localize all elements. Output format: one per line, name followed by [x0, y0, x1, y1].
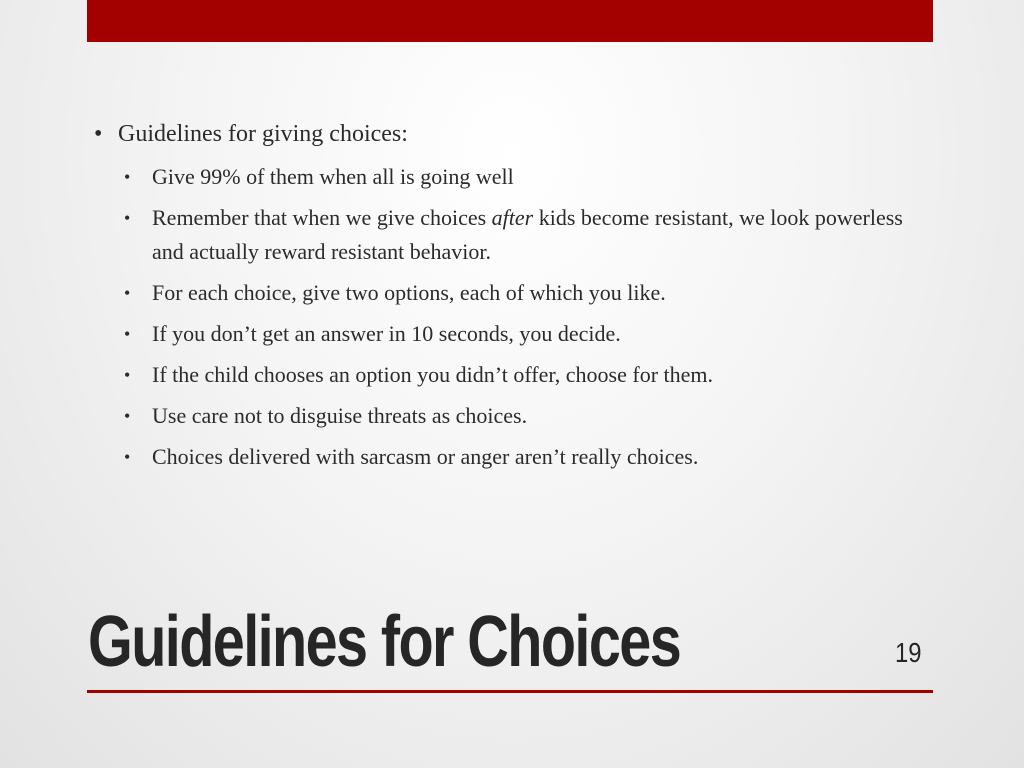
slide-content [94, 118, 924, 481]
bullet-dot-icon: • [124, 208, 131, 228]
sub-bullet [124, 276, 924, 310]
sub-bullet [124, 160, 924, 194]
sub-bullet-text-part: kids become resistant, we look powerless and actually reward resistant behavior. [152, 205, 903, 264]
sub-bullet-text-part: Remember that when we give choices [152, 205, 492, 230]
top-accent-bar [87, 0, 933, 42]
sub-bullet-text [152, 201, 924, 269]
bullet-dot-icon: • [124, 167, 131, 187]
sub-bullet [124, 440, 924, 474]
sub-bullet-text-part: For each choice, give two options, each of which you like. [152, 280, 666, 305]
page-number: 19 [895, 637, 922, 668]
main-bullet-text: Guidelines for giving choices: [118, 121, 408, 147]
bullet-dot-icon: • [124, 324, 131, 344]
sub-bullet-text [152, 276, 666, 310]
bullet-dot-icon: • [124, 283, 131, 303]
sub-bullet-text-part: Give 99% of them when all is going well [152, 164, 514, 189]
sub-bullet-text-part: Use care not to disguise threats as choices. [152, 403, 528, 428]
sub-bullet [124, 358, 924, 392]
bullet-dot-icon: • [94, 121, 103, 147]
title-underline-rule [87, 690, 933, 693]
sub-bullet [124, 201, 924, 269]
sub-bullet-emphasis: after [491, 205, 534, 230]
slide-title: Guidelines for Choices [88, 602, 681, 682]
bullet-dot-icon: • [124, 406, 131, 426]
sub-bullet [124, 317, 924, 351]
sub-bullet-text [152, 399, 527, 433]
sub-bullet-text-part: Choices delivered with sarcasm or anger aren’t really choices. [152, 444, 699, 469]
bullet-dot-icon: • [124, 365, 131, 385]
sub-bullet-text [152, 160, 514, 194]
sub-bullet-text [152, 358, 713, 392]
main-bullet [94, 118, 924, 150]
sub-bullet-list [124, 160, 924, 474]
sub-bullet-text-part: If you don’t get an answer in 10 seconds, you decide. [152, 321, 621, 346]
sub-bullet [124, 399, 924, 433]
sub-bullet-text [152, 440, 698, 474]
sub-bullet-text-part: If the child chooses an option you didn’t offer, choose for them. [152, 362, 714, 387]
bullet-dot-icon: • [124, 447, 131, 467]
sub-bullet-text [152, 317, 621, 351]
